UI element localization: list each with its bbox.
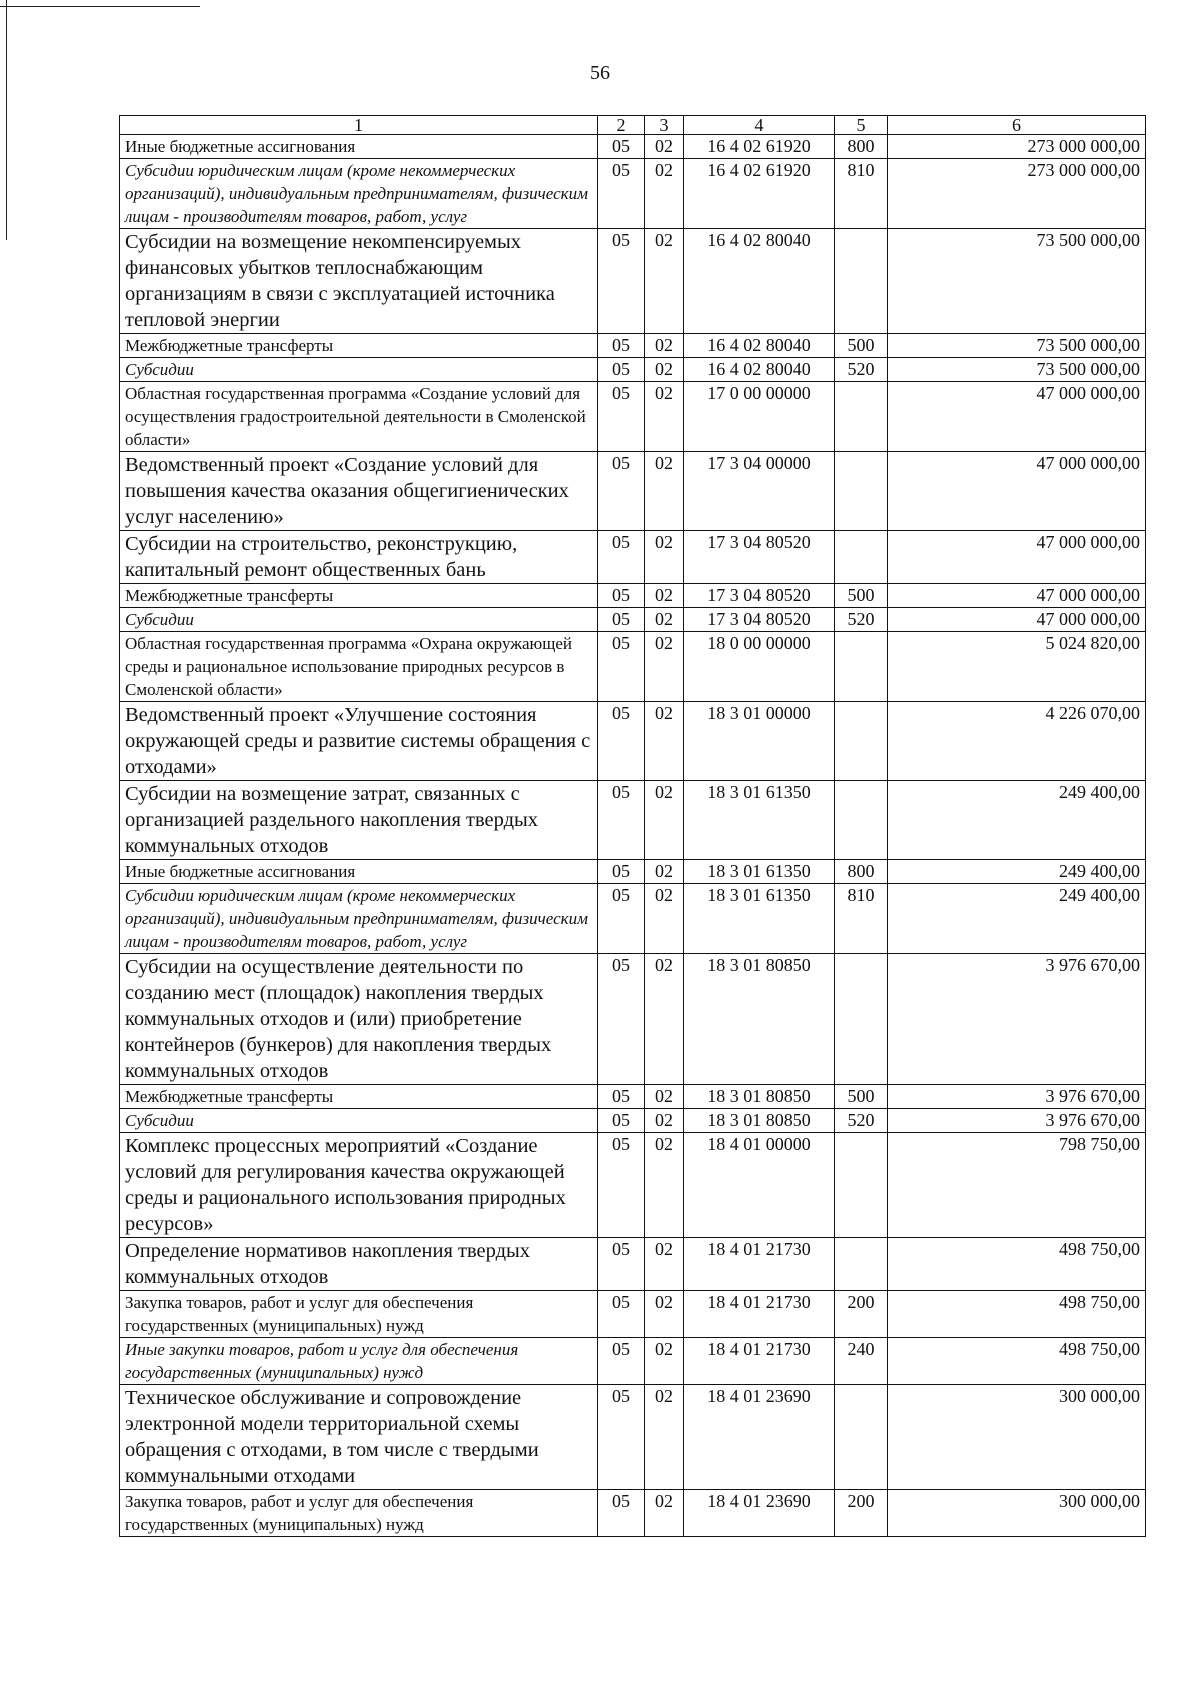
row-name-cell: Техническое обслуживание и сопровождение электронной модели территориальной схемы обращения с отходами, в том числе с твердыми коммунальными отходами bbox=[120, 1385, 598, 1490]
amount-cell: 47 000 000,00 bbox=[888, 608, 1146, 632]
table-row bbox=[120, 954, 1146, 1085]
section-code-cell: 05 bbox=[598, 135, 645, 159]
subsection-code-cell: 02 bbox=[645, 159, 684, 229]
amount-cell: 273 000 000,00 bbox=[888, 135, 1146, 159]
expense-type-cell: 200 bbox=[835, 1490, 888, 1537]
subsection-code-cell: 02 bbox=[645, 954, 684, 1085]
subsection-code-cell: 02 bbox=[645, 1490, 684, 1537]
page-number: 56 bbox=[590, 62, 610, 84]
row-name-cell: Субсидии на возмещение затрат, связанных с организацией раздельного накопления твердых коммунальных отходов bbox=[120, 781, 598, 860]
section-code-cell: 05 bbox=[598, 358, 645, 382]
table-row bbox=[120, 1238, 1146, 1291]
subsection-code-cell: 02 bbox=[645, 584, 684, 608]
subsection-code-cell: 02 bbox=[645, 632, 684, 702]
row-name-cell: Субсидии bbox=[120, 608, 598, 632]
table-row bbox=[120, 860, 1146, 884]
amount-cell: 4 226 070,00 bbox=[888, 702, 1146, 781]
section-code-cell: 05 bbox=[598, 1238, 645, 1291]
target-article-cell: 17 3 04 80520 bbox=[684, 608, 835, 632]
column-header: 5 bbox=[835, 116, 888, 135]
expense-type-cell: 810 bbox=[835, 159, 888, 229]
target-article-cell: 18 4 01 21730 bbox=[684, 1291, 835, 1338]
expense-type-cell: 500 bbox=[835, 334, 888, 358]
expense-type-cell bbox=[835, 531, 888, 584]
row-name-cell: Закупка товаров, работ и услуг для обеспечения государственных (муниципальных) нужд bbox=[120, 1291, 598, 1338]
section-code-cell: 05 bbox=[598, 860, 645, 884]
table-row bbox=[120, 632, 1146, 702]
expense-type-cell: 500 bbox=[835, 584, 888, 608]
target-article-cell: 17 3 04 80520 bbox=[684, 531, 835, 584]
target-article-cell: 18 3 01 80850 bbox=[684, 1085, 835, 1109]
subsection-code-cell: 02 bbox=[645, 382, 684, 452]
target-article-cell: 18 3 01 61350 bbox=[684, 860, 835, 884]
scan-edge-mark bbox=[0, 6, 200, 7]
row-name-cell: Областная государственная программа «Охрана окружающей среды и рациональное использование природных ресурсов в Смоленской области» bbox=[120, 632, 598, 702]
amount-cell: 273 000 000,00 bbox=[888, 159, 1146, 229]
amount-cell: 47 000 000,00 bbox=[888, 531, 1146, 584]
row-name-cell: Субсидии bbox=[120, 1109, 598, 1133]
expense-type-cell bbox=[835, 632, 888, 702]
expense-type-cell: 520 bbox=[835, 608, 888, 632]
amount-cell: 47 000 000,00 bbox=[888, 382, 1146, 452]
row-name-cell: Ведомственный проект «Создание условий для повышения качества оказания общегигиенических услуг населению» bbox=[120, 452, 598, 531]
amount-cell: 300 000,00 bbox=[888, 1385, 1146, 1490]
section-code-cell: 05 bbox=[598, 1133, 645, 1238]
target-article-cell: 18 4 01 21730 bbox=[684, 1238, 835, 1291]
row-name-cell: Иные закупки товаров, работ и услуг для обеспечения государственных (муниципальных) нужд bbox=[120, 1338, 598, 1385]
amount-cell: 3 976 670,00 bbox=[888, 1109, 1146, 1133]
subsection-code-cell: 02 bbox=[645, 781, 684, 860]
expense-type-cell bbox=[835, 229, 888, 334]
subsection-code-cell: 02 bbox=[645, 1291, 684, 1338]
expense-type-cell: 240 bbox=[835, 1338, 888, 1385]
target-article-cell: 16 4 02 80040 bbox=[684, 358, 835, 382]
table-row bbox=[120, 1385, 1146, 1490]
section-code-cell: 05 bbox=[598, 781, 645, 860]
column-header: 6 bbox=[888, 116, 1146, 135]
scan-edge-mark bbox=[6, 0, 7, 240]
amount-cell: 73 500 000,00 bbox=[888, 229, 1146, 334]
amount-cell: 249 400,00 bbox=[888, 884, 1146, 954]
expense-type-cell bbox=[835, 1238, 888, 1291]
expense-type-cell bbox=[835, 954, 888, 1085]
subsection-code-cell: 02 bbox=[645, 702, 684, 781]
row-name-cell: Закупка товаров, работ и услуг для обеспечения государственных (муниципальных) нужд bbox=[120, 1490, 598, 1537]
expense-type-cell bbox=[835, 702, 888, 781]
section-code-cell: 05 bbox=[598, 1291, 645, 1338]
subsection-code-cell: 02 bbox=[645, 358, 684, 382]
target-article-cell: 18 3 01 61350 bbox=[684, 884, 835, 954]
subsection-code-cell: 02 bbox=[645, 1133, 684, 1238]
target-article-cell: 16 4 02 61920 bbox=[684, 159, 835, 229]
amount-cell: 47 000 000,00 bbox=[888, 584, 1146, 608]
subsection-code-cell: 02 bbox=[645, 1109, 684, 1133]
section-code-cell: 05 bbox=[598, 1109, 645, 1133]
row-name-cell: Субсидии юридическим лицам (кроме некоммерческих организаций), индивидуальным предпринимателям, физическим лицам - производителям товаров, работ, услуг bbox=[120, 884, 598, 954]
subsection-code-cell: 02 bbox=[645, 229, 684, 334]
subsection-code-cell: 02 bbox=[645, 884, 684, 954]
table-row bbox=[120, 1338, 1146, 1385]
row-name-cell: Иные бюджетные ассигнования bbox=[120, 135, 598, 159]
section-code-cell: 05 bbox=[598, 334, 645, 358]
table-row bbox=[120, 229, 1146, 334]
target-article-cell: 18 0 00 00000 bbox=[684, 632, 835, 702]
table-row bbox=[120, 531, 1146, 584]
amount-cell: 498 750,00 bbox=[888, 1291, 1146, 1338]
table-row bbox=[120, 1490, 1146, 1537]
amount-cell: 47 000 000,00 bbox=[888, 452, 1146, 531]
expense-type-cell bbox=[835, 781, 888, 860]
table-header-row bbox=[120, 116, 1146, 135]
expense-type-cell: 800 bbox=[835, 860, 888, 884]
amount-cell: 5 024 820,00 bbox=[888, 632, 1146, 702]
amount-cell: 249 400,00 bbox=[888, 860, 1146, 884]
amount-cell: 300 000,00 bbox=[888, 1490, 1146, 1537]
subsection-code-cell: 02 bbox=[645, 531, 684, 584]
target-article-cell: 17 3 04 00000 bbox=[684, 452, 835, 531]
amount-cell: 249 400,00 bbox=[888, 781, 1146, 860]
column-header: 2 bbox=[598, 116, 645, 135]
table-row bbox=[120, 452, 1146, 531]
target-article-cell: 16 4 02 61920 bbox=[684, 135, 835, 159]
subsection-code-cell: 02 bbox=[645, 1338, 684, 1385]
expense-type-cell bbox=[835, 452, 888, 531]
row-name-cell: Комплекс процессных мероприятий «Создание условий для регулирования качества окружающей среды и рационального использования природных ресурсов» bbox=[120, 1133, 598, 1238]
expense-type-cell: 800 bbox=[835, 135, 888, 159]
amount-cell: 498 750,00 bbox=[888, 1338, 1146, 1385]
target-article-cell: 18 3 01 80850 bbox=[684, 954, 835, 1085]
table-row bbox=[120, 1133, 1146, 1238]
row-name-cell: Иные бюджетные ассигнования bbox=[120, 860, 598, 884]
target-article-cell: 18 4 01 00000 bbox=[684, 1133, 835, 1238]
section-code-cell: 05 bbox=[598, 884, 645, 954]
row-name-cell: Определение нормативов накопления твердых коммунальных отходов bbox=[120, 1238, 598, 1291]
subsection-code-cell: 02 bbox=[645, 608, 684, 632]
subsection-code-cell: 02 bbox=[645, 1385, 684, 1490]
expense-type-cell: 520 bbox=[835, 358, 888, 382]
target-article-cell: 16 4 02 80040 bbox=[684, 334, 835, 358]
amount-cell: 798 750,00 bbox=[888, 1133, 1146, 1238]
amount-cell: 73 500 000,00 bbox=[888, 334, 1146, 358]
target-article-cell: 18 4 01 23690 bbox=[684, 1490, 835, 1537]
table-row bbox=[120, 334, 1146, 358]
subsection-code-cell: 02 bbox=[645, 334, 684, 358]
table-row bbox=[120, 884, 1146, 954]
column-header: 4 bbox=[684, 116, 835, 135]
expense-type-cell: 500 bbox=[835, 1085, 888, 1109]
subsection-code-cell: 02 bbox=[645, 860, 684, 884]
row-name-cell: Субсидии на осуществление деятельности по созданию мест (площадок) накопления твердых коммунальных отходов и (или) приобретение контейнеров (бункеров) для накопления твердых коммунальных отходов bbox=[120, 954, 598, 1085]
table-row bbox=[120, 702, 1146, 781]
table-row bbox=[120, 135, 1146, 159]
subsection-code-cell: 02 bbox=[645, 1085, 684, 1109]
table-row bbox=[120, 382, 1146, 452]
budget-table bbox=[119, 115, 1146, 1537]
subsection-code-cell: 02 bbox=[645, 452, 684, 531]
section-code-cell: 05 bbox=[598, 608, 645, 632]
table-row bbox=[120, 1109, 1146, 1133]
row-name-cell: Субсидии bbox=[120, 358, 598, 382]
target-article-cell: 18 4 01 21730 bbox=[684, 1338, 835, 1385]
row-name-cell: Субсидии на возмещение некомпенсируемых финансовых убытков теплоснабжающим организациям в связи с эксплуатацией источника тепловой энергии bbox=[120, 229, 598, 334]
section-code-cell: 05 bbox=[598, 954, 645, 1085]
expense-type-cell bbox=[835, 1385, 888, 1490]
section-code-cell: 05 bbox=[598, 1085, 645, 1109]
section-code-cell: 05 bbox=[598, 382, 645, 452]
section-code-cell: 05 bbox=[598, 1385, 645, 1490]
row-name-cell: Ведомственный проект «Улучшение состояния окружающей среды и развитие системы обращения с отходами» bbox=[120, 702, 598, 781]
target-article-cell: 18 4 01 23690 bbox=[684, 1385, 835, 1490]
section-code-cell: 05 bbox=[598, 1490, 645, 1537]
target-article-cell: 16 4 02 80040 bbox=[684, 229, 835, 334]
row-name-cell: Межбюджетные трансферты bbox=[120, 584, 598, 608]
table-row bbox=[120, 358, 1146, 382]
section-code-cell: 05 bbox=[598, 632, 645, 702]
subsection-code-cell: 02 bbox=[645, 135, 684, 159]
expense-type-cell bbox=[835, 382, 888, 452]
section-code-cell: 05 bbox=[598, 452, 645, 531]
row-name-cell: Межбюджетные трансферты bbox=[120, 1085, 598, 1109]
section-code-cell: 05 bbox=[598, 1338, 645, 1385]
table-row bbox=[120, 1291, 1146, 1338]
row-name-cell: Субсидии юридическим лицам (кроме некоммерческих организаций), индивидуальным предпринимателям, физическим лицам - производителям товаров, работ, услуг bbox=[120, 159, 598, 229]
table-row bbox=[120, 1085, 1146, 1109]
target-article-cell: 18 3 01 61350 bbox=[684, 781, 835, 860]
table-body bbox=[120, 135, 1146, 1537]
expense-type-cell: 810 bbox=[835, 884, 888, 954]
amount-cell: 3 976 670,00 bbox=[888, 1085, 1146, 1109]
row-name-cell: Областная государственная программа «Создание условий для осуществления градостроительной деятельности в Смоленской области» bbox=[120, 382, 598, 452]
section-code-cell: 05 bbox=[598, 584, 645, 608]
row-name-cell: Межбюджетные трансферты bbox=[120, 334, 598, 358]
column-header: 3 bbox=[645, 116, 684, 135]
amount-cell: 498 750,00 bbox=[888, 1238, 1146, 1291]
target-article-cell: 17 3 04 80520 bbox=[684, 584, 835, 608]
target-article-cell: 18 3 01 80850 bbox=[684, 1109, 835, 1133]
target-article-cell: 17 0 00 00000 bbox=[684, 382, 835, 452]
expense-type-cell bbox=[835, 1133, 888, 1238]
section-code-cell: 05 bbox=[598, 531, 645, 584]
table-row bbox=[120, 608, 1146, 632]
column-header: 1 bbox=[120, 116, 598, 135]
target-article-cell: 18 3 01 00000 bbox=[684, 702, 835, 781]
expense-type-cell: 520 bbox=[835, 1109, 888, 1133]
amount-cell: 3 976 670,00 bbox=[888, 954, 1146, 1085]
table-row bbox=[120, 781, 1146, 860]
section-code-cell: 05 bbox=[598, 702, 645, 781]
expense-type-cell: 200 bbox=[835, 1291, 888, 1338]
table-row bbox=[120, 159, 1146, 229]
amount-cell: 73 500 000,00 bbox=[888, 358, 1146, 382]
table-row bbox=[120, 584, 1146, 608]
row-name-cell: Субсидии на строительство, реконструкцию, капитальный ремонт общественных бань bbox=[120, 531, 598, 584]
subsection-code-cell: 02 bbox=[645, 1238, 684, 1291]
section-code-cell: 05 bbox=[598, 229, 645, 334]
section-code-cell: 05 bbox=[598, 159, 645, 229]
